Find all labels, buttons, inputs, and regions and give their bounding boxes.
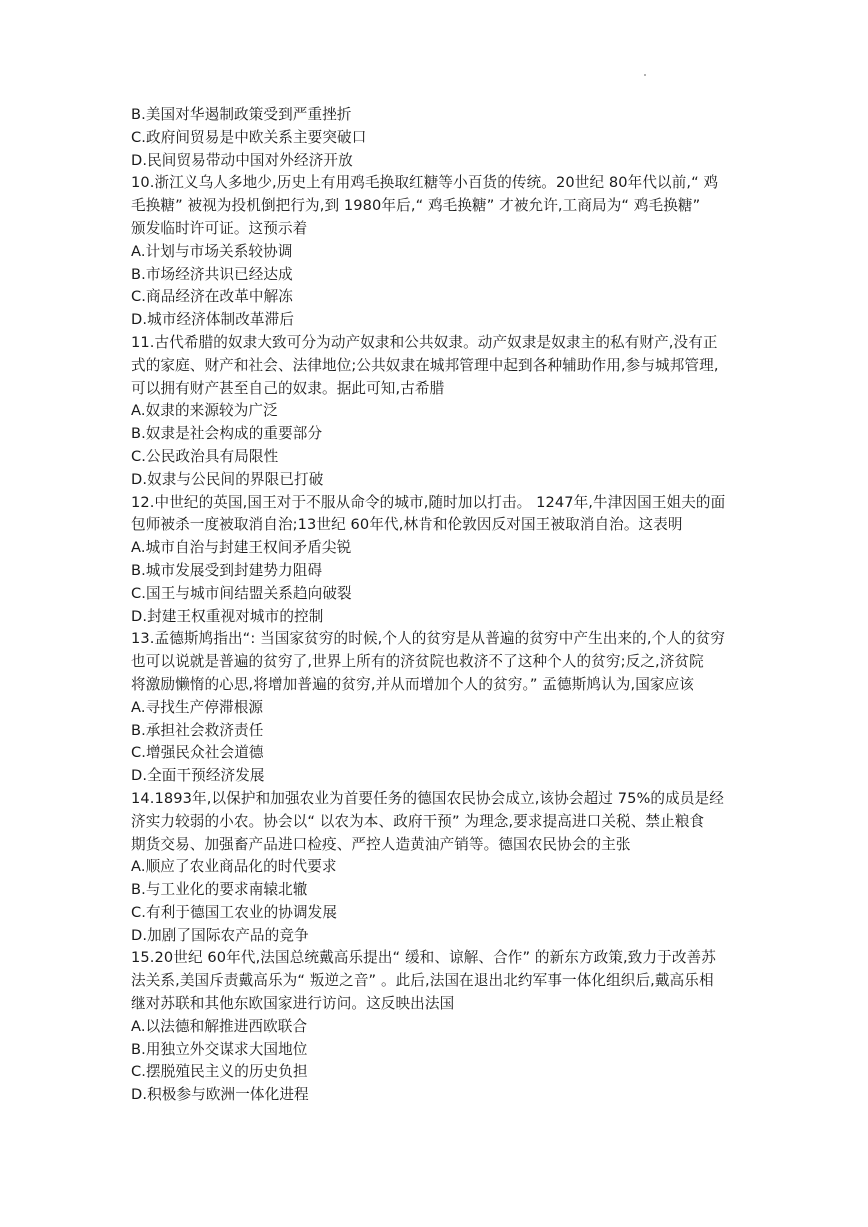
option-b: B.用独立外交谋求大国地位 xyxy=(131,1040,308,1058)
option-c: C.国王与城市间结盟关系趋向破裂 xyxy=(131,584,352,602)
question-stem: 毛换糖” 被视为投机倒把行为,到 1980年后,“ 鸡毛换糖” 才被允许,工商局为“ 鸡毛换糖” xyxy=(131,197,701,215)
question-stem: 14.1893年,以保护和加强农业为首要任务的德国农民协会成立,该协会超过 75%的成员是经 xyxy=(131,789,724,807)
question-13 xyxy=(131,628,771,788)
option-c: C.摆脱殖民主义的历史负担 xyxy=(131,1063,308,1081)
option-b: B.奴隶是社会构成的重要部分 xyxy=(131,425,323,443)
option-a: A.以法德和解推进西欧联合 xyxy=(131,1017,308,1035)
option-c: C.政府间贸易是中欧关系主要突破口 xyxy=(131,128,367,146)
question-list xyxy=(131,104,771,1107)
option-a: A.奴隶的来源较为广泛 xyxy=(131,402,278,420)
option-d: D.城市经济体制改革滞后 xyxy=(131,311,295,329)
question-stem: 颁发临时许可证。这预示着 xyxy=(131,219,308,237)
question-stem: 期货交易、加强畜产品进口检疫、严控人造黄油产销等。德国农民协会的主张 xyxy=(131,835,631,853)
option-b: B.美国对华遏制政策受到严重挫折 xyxy=(131,106,352,123)
question-10 xyxy=(131,172,771,332)
question-stem: 10.浙江义乌人多地少,历史上有用鸡毛换取红糖等小百货的传统。20世纪 80年代以前,“ 鸡 xyxy=(131,174,719,192)
question-stem: 11.古代希腊的奴隶大致可分为动产奴隶和公共奴隶。动产奴隶是奴隶主的私有财产,没有正 xyxy=(131,333,718,351)
question-stem: 也可以说就是普遍的贫穷了,世界上所有的济贫院也救济不了这种个人的贫穷;反之,济贫院 xyxy=(131,653,704,671)
question-11 xyxy=(131,332,771,492)
option-c: C.公民政治具有局限性 xyxy=(131,447,279,465)
question-stem: 12.中世纪的英国,国王对于不服从命令的城市,随时加以打击。 1247年,牛津因国王姐夫的面 xyxy=(131,493,726,511)
option-b: B.城市发展受到封建势力阻碍 xyxy=(131,561,323,579)
option-a: A.计划与市场关系较协调 xyxy=(131,242,293,260)
option-c: C.商品经济在改革中解冻 xyxy=(131,288,293,306)
question-stem: 济实力较弱的小农。协会以“ 以农为本、政府干预” 为理念,要求提高进口关税、禁止粮食 xyxy=(131,812,705,830)
option-d: D.封建王权重视对城市的控制 xyxy=(131,607,324,625)
question-stem: 13.孟德斯鸠指出“: 当国家贫穷的时候,个人的贫穷是从普遍的贫穷中产生出来的,个人的贫穷 xyxy=(131,630,726,648)
option-d: D.加剧了国际农产品的竞争 xyxy=(131,926,309,944)
question-stem: 可以拥有财产甚至自己的奴隶。据此可知,古希腊 xyxy=(131,379,445,397)
option-a: A.顺应了农业商品化的时代要求 xyxy=(131,858,337,876)
question-stem: 式的家庭、财产和社会、法律地位;公共奴隶在城邦管理中起到各种辅助作用,参与城邦管理, xyxy=(131,356,719,374)
option-a: A.城市自治与封建王权间矛盾尖锐 xyxy=(131,539,352,557)
option-b: B.与工业化的要求南辕北辙 xyxy=(131,881,308,899)
question-stem: 包师被杀一度被取消自治;13世纪 60年代,林肯和伦敦因反对国王被取消自治。这表明 xyxy=(131,516,683,534)
question-9-tail xyxy=(131,104,771,172)
option-d: D.民间贸易带动中国对外经济开放 xyxy=(131,151,353,169)
question-stem: 15.20世纪 60年代,法国总统戴高乐提出“ 缓和、谅解、合作” 的新东方政策,致力于改善苏 xyxy=(131,949,716,967)
option-c: C.增强民众社会道德 xyxy=(131,744,264,762)
question-stem: 继对苏联和其他东欧国家进行访问。这反映出法国 xyxy=(131,995,455,1013)
option-a: A.寻找生产停滞根源 xyxy=(131,698,264,716)
question-15 xyxy=(131,947,771,1107)
option-d: D.积极参与欧洲一体化进程 xyxy=(131,1086,309,1104)
question-14 xyxy=(131,788,771,948)
question-stem: 将激励懒惰的心思,将增加普遍的贫穷,并从而增加个人的贫穷。” 孟德斯鸠认为,国家应该 xyxy=(131,675,694,693)
option-d: D.奴隶与公民间的界限已打破 xyxy=(131,470,324,488)
option-b: B.市场经济共识已经达成 xyxy=(131,265,293,283)
question-stem: 法关系,美国斥责戴高乐为“ 叛逆之音” 。此后,法国在退出北约军事一体化组织后,戴高乐相 xyxy=(131,972,714,990)
scan-speck xyxy=(644,74,646,76)
option-c: C.有利于德国工农业的协调发展 xyxy=(131,903,338,921)
option-b: B.承担社会救济责任 xyxy=(131,721,264,739)
question-12 xyxy=(131,492,771,629)
option-d: D.全面干预经济发展 xyxy=(131,767,265,785)
